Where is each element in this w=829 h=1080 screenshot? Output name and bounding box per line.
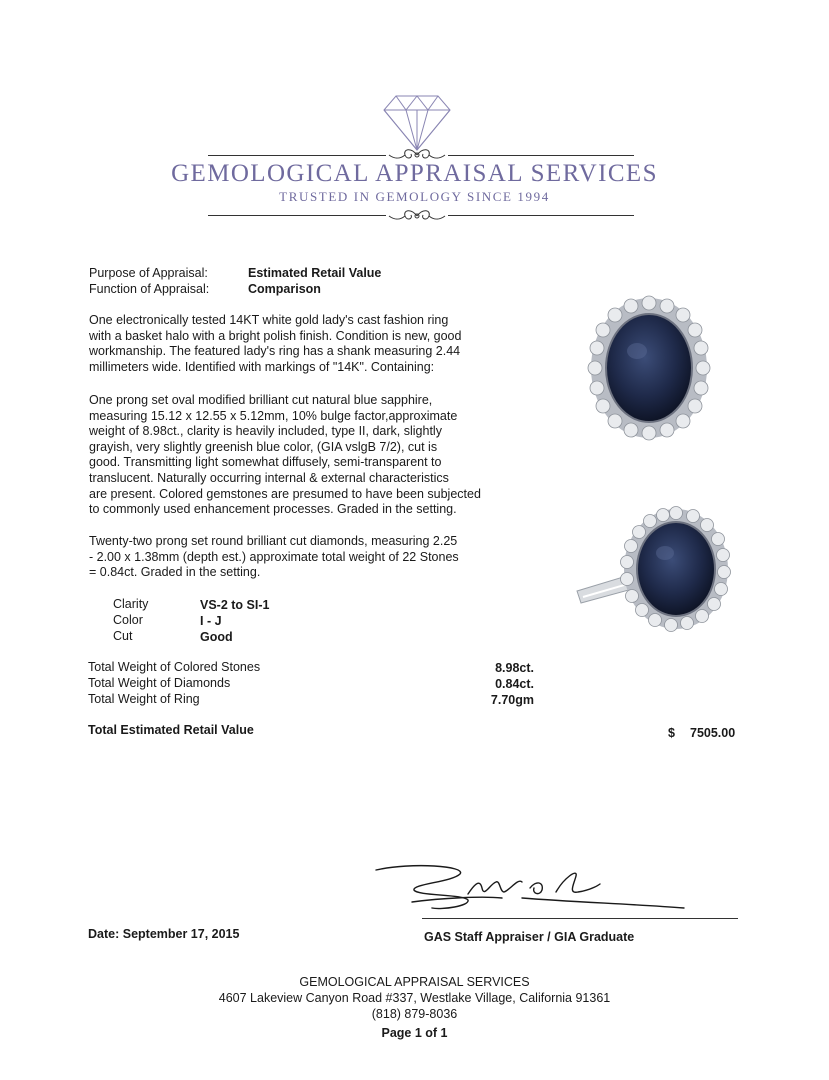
- total-ring-weight-value: 7.70gm: [490, 693, 534, 707]
- total-estimated-value-label: Total Estimated Retail Value: [88, 723, 254, 737]
- function-label: Function of Appraisal:: [89, 282, 210, 296]
- sapphire-description: One prong set oval modified brilliant cut natural blue sapphire, measuring 15.12 x 12.55 x 5.12mm, 10% bulge factor,approximate weight of 8.98ct., clarity is heavily included, type II, dark, slightly grayish, very slightly greenish blue color, (GIA vslgB 7/2), cut is good. Transmitting light somewhat diffusely, semi-transparent to translucent. Naturally occurring internal & external characteristics are present. Colored gemstones are presumed to have been subjected to commonly used enhancement processes. Graded in the setting.: [89, 393, 481, 517]
- total-ring-weight-label: Total Weight of Ring: [88, 692, 200, 706]
- diamond-outline-icon: [382, 92, 452, 152]
- total-diamonds-label: Total Weight of Diamonds: [88, 676, 231, 690]
- currency-symbol: $: [668, 726, 675, 740]
- page-number: Page 1 of 1: [381, 1026, 448, 1040]
- total-estimated-value: 7505.00: [690, 726, 736, 740]
- purpose-value: Estimated Retail Value: [248, 266, 382, 280]
- appraiser-signature: [372, 858, 692, 920]
- company-name: GEMOLOGICAL APPRAISAL SERVICES: [171, 160, 658, 187]
- ring-side-view-image: [573, 505, 733, 635]
- grade-value-color: I - J: [200, 614, 222, 628]
- total-colored-stones-label: Total Weight of Colored Stones: [88, 660, 261, 674]
- header-rule-bottom-left: [208, 215, 386, 216]
- diamond-description: Twenty-two prong set round brilliant cut diamonds, measuring 2.25 - 2.00 x 1.38mm (depth est.) approximate total weight of 22 Stones = 0.84ct. Graded in the setting.: [89, 534, 459, 580]
- signature-line: [422, 918, 738, 919]
- ring-top-view-image: [585, 293, 713, 443]
- grade-value-clarity: VS-2 to SI-1: [200, 598, 270, 612]
- header-rule-top-right: [448, 155, 634, 156]
- grade-value-cut: Good: [200, 630, 233, 644]
- header-rule-bottom-right: [448, 215, 634, 216]
- scroll-ornament-icon: [385, 207, 449, 225]
- footer-phone: (818) 879-8036: [371, 1007, 458, 1021]
- footer-company: GEMOLOGICAL APPRAISAL SERVICES: [299, 975, 530, 989]
- appraisal-date: Date: September 17, 2015: [88, 927, 240, 941]
- total-diamonds-value: 0.84ct.: [495, 677, 534, 691]
- grade-label-cut: Cut: [113, 629, 133, 643]
- ring-description: One electronically tested 14KT white gold lady's cast fashion ring with a basket halo with a bright polish finish. Condition is new, good workmanship. The featured lady's ring has a shank measuring 2.44 millimeters wide. Identified with markings of "14K". Containing:: [89, 313, 462, 374]
- purpose-label: Purpose of Appraisal:: [89, 266, 208, 280]
- footer-address: 4607 Lakeview Canyon Road #337, Westlake Village, California 91361: [218, 991, 611, 1005]
- grade-label-clarity: Clarity: [113, 597, 149, 611]
- grade-label-color: Color: [113, 613, 143, 627]
- appraiser-title: GAS Staff Appraiser / GIA Graduate: [424, 930, 635, 944]
- header-rule-top-left: [208, 155, 386, 156]
- total-colored-stones-value: 8.98ct.: [495, 661, 534, 675]
- function-value: Comparison: [248, 282, 321, 296]
- company-tagline: TRUSTED IN GEMOLOGY SINCE 1994: [279, 189, 550, 204]
